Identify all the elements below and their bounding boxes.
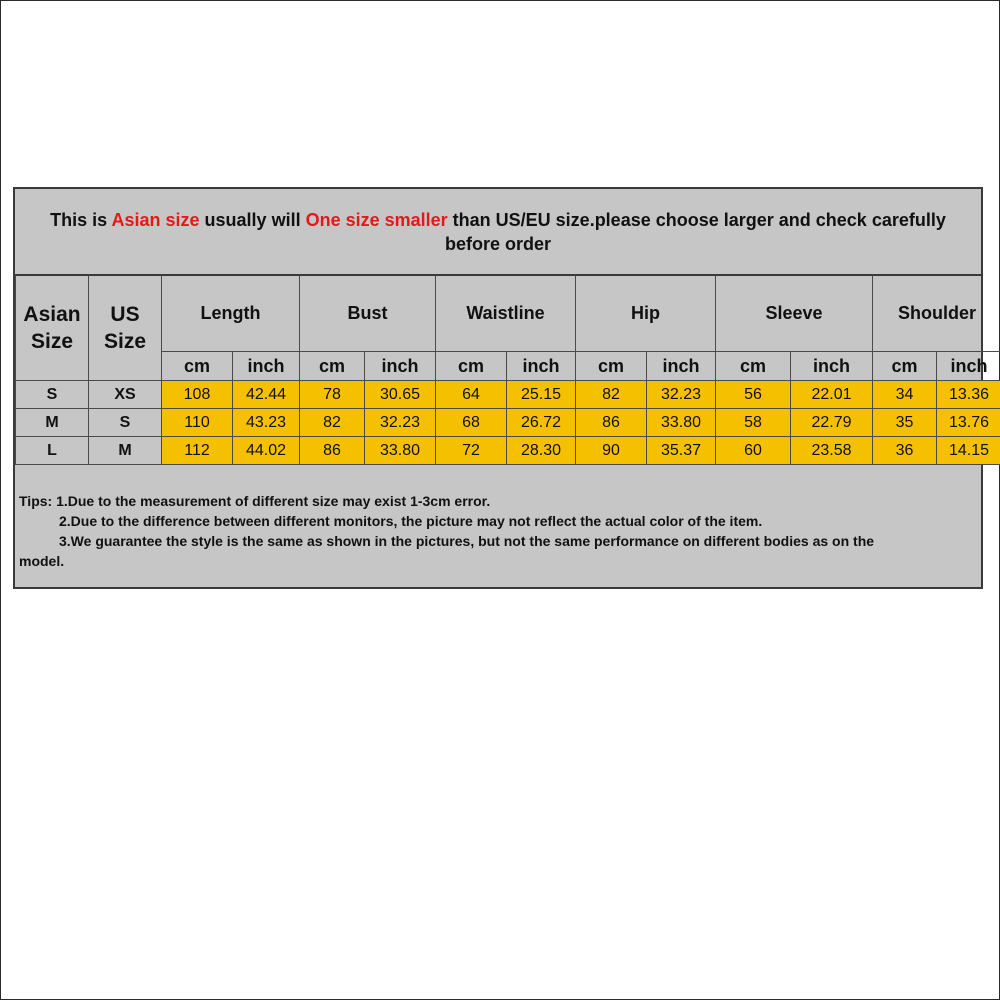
table-header-row bbox=[16, 275, 1000, 352]
asian-size-header: Asian Size bbox=[16, 275, 89, 381]
unit-cm-header: cm bbox=[300, 352, 365, 381]
hip-header: Hip bbox=[576, 275, 716, 352]
measurement-cell: 82 bbox=[576, 381, 647, 409]
unit-cm-header: cm bbox=[716, 352, 791, 381]
measurement-cell: 22.01 bbox=[791, 381, 873, 409]
measurement-cell: 25.15 bbox=[507, 381, 576, 409]
unit-cm-header: cm bbox=[576, 352, 647, 381]
measurement-cell: 36 bbox=[873, 437, 937, 465]
measurement-cell: 78 bbox=[300, 381, 365, 409]
measurement-cell: 22.79 bbox=[791, 409, 873, 437]
measurement-cell: 32.23 bbox=[365, 409, 436, 437]
measurement-cell: 60 bbox=[716, 437, 791, 465]
unit-inch-header: inch bbox=[791, 352, 873, 381]
shoulder-header: Shoulder bbox=[873, 275, 1000, 352]
tip-3-continued: model. bbox=[19, 553, 65, 569]
measurement-cell: 86 bbox=[300, 437, 365, 465]
notice-highlight-asian-size: Asian size bbox=[111, 209, 200, 230]
us-size-cell: XS bbox=[89, 381, 162, 409]
us-size-cell: S bbox=[89, 409, 162, 437]
unit-inch-header: inch bbox=[233, 352, 300, 381]
length-header: Length bbox=[162, 275, 300, 352]
size-table bbox=[15, 275, 1000, 465]
measurement-cell: 90 bbox=[576, 437, 647, 465]
unit-inch-header: inch bbox=[937, 352, 1000, 381]
measurement-cell: 33.80 bbox=[647, 409, 716, 437]
waistline-header: Waistline bbox=[436, 275, 576, 352]
measurement-cell: 35.37 bbox=[647, 437, 716, 465]
measurement-cell: 30.65 bbox=[365, 381, 436, 409]
measurement-cell: 112 bbox=[162, 437, 233, 465]
us-size-cell: M bbox=[89, 437, 162, 465]
measurement-cell: 33.80 bbox=[365, 437, 436, 465]
unit-cm-header: cm bbox=[873, 352, 937, 381]
unit-cm-header: cm bbox=[436, 352, 507, 381]
measurement-cell: 44.02 bbox=[233, 437, 300, 465]
tip-3: 3.We guarantee the style is the same as shown in the pictures, but not the same performance on different bodies as on the bbox=[59, 533, 875, 549]
measurement-cell: 13.36 bbox=[937, 381, 1000, 409]
tip-2: 2.Due to the difference between different monitors, the picture may not reflect the actual color of the item. bbox=[59, 513, 763, 529]
measurement-cell: 68 bbox=[436, 409, 507, 437]
size-table-body bbox=[16, 275, 1000, 465]
table-row bbox=[16, 409, 1000, 437]
measurement-cell: 86 bbox=[576, 409, 647, 437]
measurement-cell: 23.58 bbox=[791, 437, 873, 465]
measurement-cell: 32.23 bbox=[647, 381, 716, 409]
measurement-cell: 72 bbox=[436, 437, 507, 465]
asian-size-cell: L bbox=[16, 437, 89, 465]
notice-part-3: than US/EU size.please choose larger and check carefully before order bbox=[444, 209, 946, 254]
sleeve-header: Sleeve bbox=[716, 275, 873, 352]
measurement-cell: 14.15 bbox=[937, 437, 1000, 465]
asian-size-cell: S bbox=[16, 381, 89, 409]
unit-cm-header: cm bbox=[162, 352, 233, 381]
table-row bbox=[16, 381, 1000, 409]
notice-text bbox=[35, 208, 961, 256]
measurement-cell: 34 bbox=[873, 381, 937, 409]
measurement-cell: 13.76 bbox=[937, 409, 1000, 437]
us-size-header: US Size bbox=[89, 275, 162, 381]
measurement-cell: 28.30 bbox=[507, 437, 576, 465]
measurement-cell: 26.72 bbox=[507, 409, 576, 437]
notice-highlight-one-size-smaller: One size smaller bbox=[305, 209, 448, 230]
measurement-cell: 82 bbox=[300, 409, 365, 437]
asian-size-cell: M bbox=[16, 409, 89, 437]
size-notice bbox=[15, 189, 981, 276]
measurement-cell: 58 bbox=[716, 409, 791, 437]
measurement-cell: 56 bbox=[716, 381, 791, 409]
measurement-cell: 43.23 bbox=[233, 409, 300, 437]
measurement-cell: 108 bbox=[162, 381, 233, 409]
measurement-cell: 110 bbox=[162, 409, 233, 437]
measurement-cell: 64 bbox=[436, 381, 507, 409]
bust-header: Bust bbox=[300, 275, 436, 352]
notice-part-2: usually will bbox=[199, 209, 306, 230]
unit-inch-header: inch bbox=[647, 352, 716, 381]
unit-header-row bbox=[16, 352, 1000, 381]
tips bbox=[19, 491, 969, 571]
table-row bbox=[16, 437, 1000, 465]
measurement-cell: 42.44 bbox=[233, 381, 300, 409]
measurement-cell: 35 bbox=[873, 409, 937, 437]
tip-1: Tips: 1.Due to the measurement of different size may exist 1-3cm error. bbox=[19, 493, 491, 509]
unit-inch-header: inch bbox=[507, 352, 576, 381]
size-chart bbox=[13, 187, 990, 589]
notice-part-1: This is bbox=[50, 209, 112, 230]
unit-inch-header: inch bbox=[365, 352, 436, 381]
